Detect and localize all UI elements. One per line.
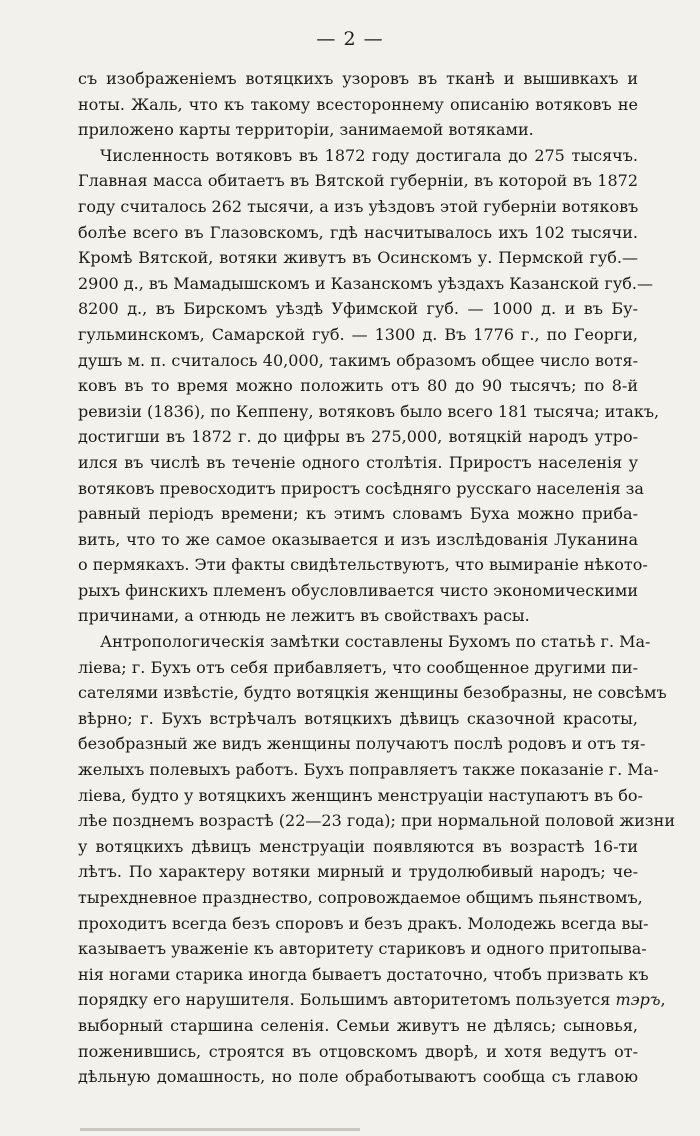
text-segment: , (660, 990, 666, 1010)
text-line: сателями извѣстіе, будто вотяцкія женщины безобразны, не совсѣмъ (78, 683, 667, 703)
text-line: ревизіи (1836), по Кеппену, вотяковъ было всего 181 тысяча; итакъ, (78, 401, 660, 421)
text-line: о пермякахъ. Эти факты свидѣтельствуютъ, что вымираніе нѣкото- (78, 555, 648, 575)
text-line: у вотяцкихъ дѣвицъ менструаціи появляются въ возрастѣ 16-ти (78, 836, 638, 856)
text-line: приложено карты территоріи, занимаемой вотяками. (78, 120, 534, 140)
text-line: ліева; г. Бухъ отъ себя прибавляетъ, что сообщенное другими пи- (78, 657, 638, 677)
text-line: Антропологическія замѣтки составлены Бухомъ по статьѣ г. Ма- (100, 632, 651, 652)
text-line: рыхъ финскихъ племенъ обусловливается чисто экономическими (78, 580, 639, 600)
page-number: — 2 — (316, 28, 384, 50)
text-line: ноты. Жаль, что къ такому всестороннему описанію вотяковъ не (78, 94, 638, 114)
text-line: проходитъ всегда безъ споровъ и безъ дракъ. Молодежь всегда вы- (78, 913, 649, 933)
footer-rule (80, 1128, 360, 1131)
text-line: 2900 д., въ Мамадышскомъ и Казанскомъ уѣздахъ Казанской губ.— (78, 273, 653, 293)
text-line: безобразный же видъ женщины получаютъ послѣ родовъ и отъ тя- (78, 734, 646, 754)
italic-term: тэръ (615, 990, 661, 1010)
text-line: ился въ числѣ въ теченіе одного столѣтія. Приростъ населенія у (78, 452, 638, 472)
text-line: ковъ въ то время можно положить отъ 80 до 90 тысячъ; по 8-й (78, 376, 638, 396)
text-line: желыхъ полевыхъ работъ. Бухъ поправляетъ также показаніе г. Ма- (78, 760, 659, 780)
text-line: вить, что то же самое оказывается и изъ изслѣдованія Луканина (78, 529, 638, 549)
text-line: равный періодъ времени; къ этимъ словамъ Буха можно приба- (78, 504, 638, 524)
text-line: вотяковъ превосходитъ приростъ сосѣдняго русскаго населенія за (78, 478, 644, 498)
text-line: лѣтъ. По характеру вотяки мирный и трудолюбивый народъ; че- (78, 862, 638, 882)
text-line: казываетъ уваженіе къ авторитету стариковъ и одного притопыва- (78, 939, 647, 959)
text-segment: порядку его нарушителя. Большимъ авторитетомъ пользуется (78, 990, 611, 1010)
text-line: вѣрно; г. Бухъ встрѣчалъ вотяцкихъ дѣвицъ сказочной красоты, (78, 708, 638, 728)
text-line: гульминскомъ, Самарской губ. — 1300 д. Въ 1776 г., по Георги, (78, 324, 638, 344)
text-line: Главная масса обитаетъ въ Вятской губерніи, въ которой въ 1872 (78, 171, 638, 191)
text-line: ліева, будто у вотяцкихъ женщинъ менструаціи наступаютъ въ бо- (78, 785, 643, 805)
text-line: лѣе позднемъ возрастѣ (22—23 года); при нормальной половой жизни (78, 811, 675, 831)
text-line: тырехдневное празднество, сопровождаемое общимъ пьянствомъ, (78, 888, 643, 907)
text-line: болѣе всего въ Глазовскомъ, гдѣ насчитывалось ихъ 102 тысячи. (78, 222, 638, 242)
text-line: выборный старшина селенія. Семьи живутъ не дѣлясь; сыновья, (78, 1015, 638, 1035)
text-line: душъ м. п. считалось 40,000, такимъ образомъ общее число вотя- (78, 350, 638, 370)
text-line: Кромѣ Вятской, вотяки живутъ въ Осинскомъ у. Пермской губ.— (78, 248, 638, 268)
text-line: съ изображеніемъ вотяцкихъ узоровъ въ тканѣ и вышивкахъ и (78, 69, 638, 88)
text-line: поженившись, строятся въ отцовскомъ дворѣ, и хотя ведутъ от- (78, 1041, 638, 1061)
text-line: достигши въ 1872 г. до цифры въ 275,000, вотяцкій народъ утро- (78, 427, 638, 447)
text-line: году считалось 262 тысячи, а изъ уѣздовъ этой губерніи вотяковъ (78, 196, 639, 216)
text-line: дѣльную домашность, но поле обработываютъ сообща съ главою (78, 1067, 638, 1087)
text-line (78, 987, 666, 1013)
text-line: причинами, а отнюдь не лежитъ въ свойствахъ расы. (78, 606, 530, 626)
text-line: 8200 д., въ Бирскомъ уѣздѣ Уфимской губ. — 1000 д. и въ Бу- (78, 299, 638, 319)
text-line: нія ногами старика иногда бываетъ достаточно, чтобъ призвать къ (78, 964, 649, 984)
text-line: Численность вотяковъ въ 1872 году достигала до 275 тысячъ. (100, 145, 638, 165)
body-text (78, 66, 675, 1090)
